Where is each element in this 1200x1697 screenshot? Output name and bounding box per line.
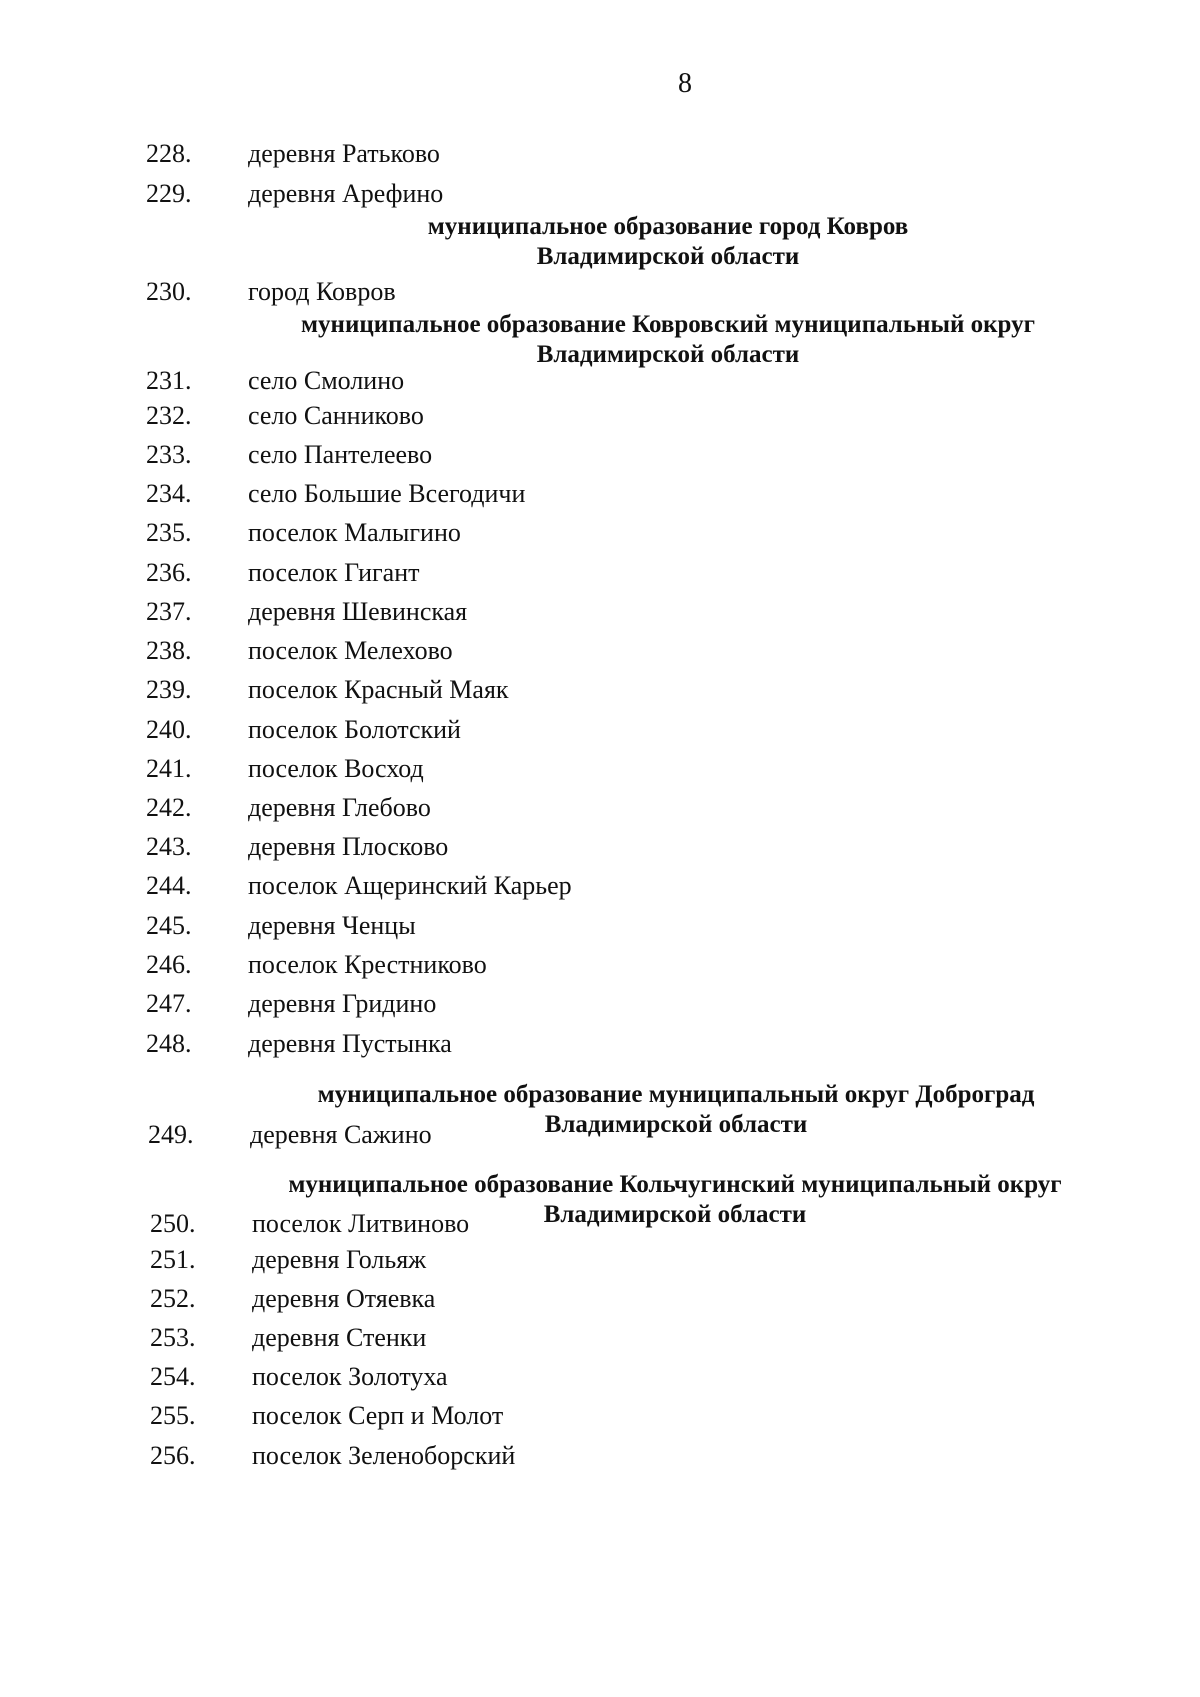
settlement-name: деревня Стенки <box>252 1323 427 1352</box>
settlement-name: деревня Отяевка <box>252 1284 436 1313</box>
item-number: 236. <box>146 558 192 587</box>
section-heading-line: муниципальное образование муниципальный округ Доброград <box>317 1081 1035 1108</box>
settlement-name: село Санниково <box>248 401 424 430</box>
item-number: 232. <box>146 401 192 430</box>
item-number: 256. <box>150 1441 196 1470</box>
settlement-name: деревня Арефино <box>248 179 444 208</box>
section-heading-line: муниципальное образование Кольчугинский муниципальный округ <box>288 1171 1062 1198</box>
item-number: 240. <box>146 715 192 744</box>
settlement-name: поселок Серп и Молот <box>252 1401 504 1430</box>
item-number: 244. <box>146 871 192 900</box>
item-number: 231. <box>146 366 192 395</box>
section-heading-line: муниципальное образование город Ковров <box>427 213 909 240</box>
settlement-name: поселок Зеленоборский <box>252 1441 516 1470</box>
item-number: 250. <box>150 1209 196 1238</box>
settlement-name: деревня Сажино <box>250 1120 432 1149</box>
item-number: 238. <box>146 636 192 665</box>
settlement-name: село Смолино <box>248 366 405 395</box>
settlement-name: поселок Болотский <box>248 715 461 744</box>
settlement-name: поселок Золотуха <box>252 1362 448 1391</box>
settlement-name: деревня Гридино <box>248 989 437 1018</box>
settlement-name: деревня Пустынка <box>248 1029 452 1058</box>
section-heading-line: Владимирской области <box>536 341 800 368</box>
item-number: 253. <box>150 1323 196 1352</box>
item-number: 245. <box>146 911 192 940</box>
item-number: 252. <box>150 1284 196 1313</box>
settlement-name: село Большие Всегодичи <box>248 479 526 508</box>
settlement-name: поселок Малыгино <box>248 518 461 547</box>
item-number: 249. <box>148 1120 194 1149</box>
settlement-name: поселок Литвиново <box>252 1209 470 1238</box>
item-number: 235. <box>146 518 192 547</box>
section-heading-line: Владимирской области <box>544 1111 808 1138</box>
settlement-name: поселок Крестниково <box>248 950 487 979</box>
item-number: 241. <box>146 754 192 783</box>
item-number: 229. <box>146 179 192 208</box>
item-number: 230. <box>146 277 192 306</box>
settlement-name: деревня Ченцы <box>248 911 416 940</box>
settlement-name: село Пантелеево <box>248 440 433 469</box>
section-heading-line: муниципальное образование Ковровский муниципальный округ <box>301 311 1035 338</box>
item-number: 254. <box>150 1362 196 1391</box>
item-number: 237. <box>146 597 192 626</box>
item-number: 247. <box>146 989 192 1018</box>
item-number: 239. <box>146 675 192 704</box>
section-heading-line: Владимирской области <box>543 1201 807 1228</box>
item-number: 255. <box>150 1401 196 1430</box>
section-heading-line: Владимирской области <box>536 243 800 270</box>
item-number: 234. <box>146 479 192 508</box>
settlement-name: деревня Гольяж <box>252 1245 427 1274</box>
section-heading <box>258 212 1078 272</box>
settlement-name: город Ковров <box>248 277 396 306</box>
item-number: 242. <box>146 793 192 822</box>
section-heading <box>258 310 1078 370</box>
settlement-name: деревня Ратьково <box>248 139 440 168</box>
settlement-name: поселок Ащеринский Карьер <box>248 871 572 900</box>
item-number: 248. <box>146 1029 192 1058</box>
item-number: 228. <box>146 139 192 168</box>
settlement-name: деревня Шевинская <box>248 597 468 626</box>
item-number: 246. <box>146 950 192 979</box>
page-number: 8 <box>678 68 692 99</box>
settlement-name: поселок Гигант <box>248 558 420 587</box>
item-number: 243. <box>146 832 192 861</box>
item-number: 251. <box>150 1245 196 1274</box>
item-number: 233. <box>146 440 192 469</box>
settlement-name: деревня Плосково <box>248 832 449 861</box>
settlement-name: поселок Красный Маяк <box>248 675 509 704</box>
settlement-name: поселок Восход <box>248 754 424 783</box>
settlement-name: поселок Мелехово <box>248 636 453 665</box>
settlement-name: деревня Глебово <box>248 793 431 822</box>
